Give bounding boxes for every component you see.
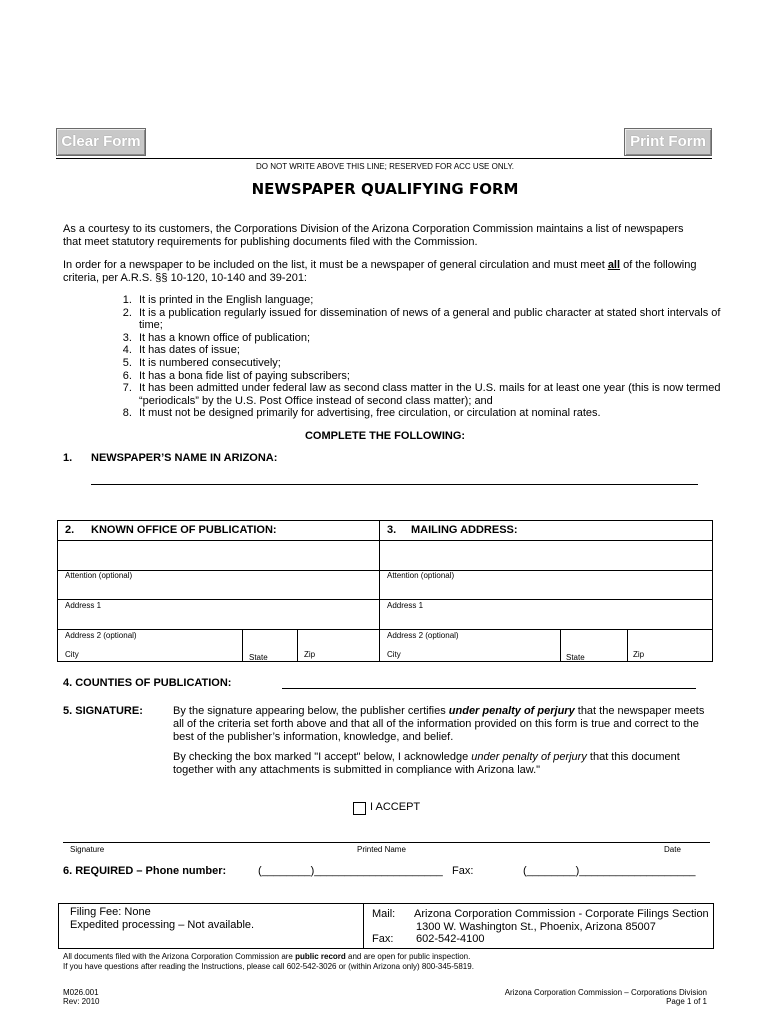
office-address2-label: Address 2 (optional) xyxy=(65,631,137,640)
criteria-item: 3. It has a known office of publication; xyxy=(135,332,745,345)
page-title: NEWSPAPER QUALIFYING FORM xyxy=(251,180,519,198)
office-name-input[interactable] xyxy=(60,542,376,568)
section-3-number: 3. xyxy=(387,524,397,536)
counties-line xyxy=(282,688,696,689)
mailing-city-label: City xyxy=(387,650,401,659)
mail-label: Mail: xyxy=(372,908,396,920)
address-table-row-line xyxy=(57,629,713,630)
division-name: Arizona Corporation Commission – Corporations Division xyxy=(504,988,707,997)
mailing-zip-label: Zip xyxy=(633,650,645,659)
mailing-attention-input[interactable] xyxy=(382,580,710,597)
address-table-row-line xyxy=(57,540,713,541)
fax-number-input[interactable]: (________)___________________ xyxy=(523,865,696,877)
fax-label: Fax: xyxy=(452,865,474,877)
intro-text-a: In order for a newspaper to be included on the list, it must be a newspaper of general circulation and must meet xyxy=(63,259,608,271)
acceptance-paragraph xyxy=(173,751,713,777)
mail-address-line-2: 1300 W. Washington St., Phoenix, Arizona 85007 xyxy=(416,921,656,933)
intro-paragraph-1: As a courtesy to its customers, the Corporations Division of the Arizona Corporation Commission maintains a list of newspapers that meet statutory requirements for publishing documents filed with the Commission. xyxy=(63,223,684,248)
section-5-label: 5. SIGNATURE: xyxy=(63,705,143,717)
public-record-text-c: and are open for public inspection. xyxy=(345,952,471,961)
office-city-input[interactable] xyxy=(60,640,240,660)
criteria-item: 7. It has been admitted under federal law as second class matter in the U.S. mails for at least one year (this is now termed “periodicals” by the U.S. Post Office instead of second class matter); and xyxy=(135,382,745,407)
office-attention-input[interactable] xyxy=(60,580,376,597)
address-table-col-line xyxy=(560,629,561,662)
form-code: M026.001 xyxy=(63,988,99,997)
office-attention-label: Attention (optional) xyxy=(65,571,133,580)
address-table-col-line xyxy=(297,629,298,662)
certification-text-c: that the newspaper meets all of the criteria set forth above and that all of the information provided on this form is true and correct to the best of the publisher’s information, knowledge, and belief. xyxy=(173,705,705,743)
mailing-state-input[interactable] xyxy=(563,640,625,652)
address-table-row-line xyxy=(57,599,713,600)
signature-input[interactable] xyxy=(63,826,710,842)
address-table-col-line xyxy=(242,629,243,662)
fee-fax-number: 602-542-4100 xyxy=(416,933,485,945)
office-zip-input[interactable] xyxy=(300,640,376,660)
newspaper-name-line xyxy=(91,484,698,485)
section-3-label: MAILING ADDRESS: xyxy=(411,524,518,536)
address-table-divider xyxy=(379,520,380,662)
public-record-text-a: All documents filed with the Arizona Corporation Commission are xyxy=(63,952,296,961)
date-label: Date xyxy=(664,845,681,854)
certification-paragraph xyxy=(173,705,713,744)
signature-label: Signature xyxy=(70,845,105,854)
criteria-item: 5. It is numbered consecutively; xyxy=(135,357,745,370)
mailing-state-label: State xyxy=(566,653,585,662)
expedited-text: Expedited processing – Not available. xyxy=(70,919,255,931)
mailing-address1-label: Address 1 xyxy=(387,601,424,610)
criteria-item: 4. It has dates of issue; xyxy=(135,344,745,357)
complete-heading: COMPLETE THE FOLLOWING: xyxy=(304,430,466,442)
public-record-note xyxy=(63,952,470,961)
clear-form-button[interactable]: Clear Form xyxy=(56,128,146,156)
reserved-line xyxy=(56,158,712,159)
mailing-zip-input[interactable] xyxy=(630,640,710,660)
signature-line xyxy=(63,842,710,843)
questions-note: If you have questions after reading the Instructions, please call 602-542-3026 or (within Arizona only) 800-345-5819. xyxy=(63,962,474,971)
fee-box-divider xyxy=(363,903,364,949)
criteria-item: 2. It is a publication regularly issued for dissemination of news of a general and public character at stated short intervals of time; xyxy=(135,307,745,332)
mailing-name-input[interactable] xyxy=(382,542,710,568)
address-table-row-line xyxy=(57,570,713,571)
mailing-attention-label: Attention (optional) xyxy=(387,571,455,580)
section-6-label: 6. REQUIRED – Phone number: xyxy=(63,865,227,877)
criteria-list xyxy=(94,294,745,420)
mailing-address2-label: Address 2 (optional) xyxy=(387,631,459,640)
section-2-label: KNOWN OFFICE OF PUBLICATION: xyxy=(91,524,277,536)
section-2-number: 2. xyxy=(65,524,75,536)
criteria-item: 6. It has a bona fide list of paying subscribers; xyxy=(135,370,745,383)
certification-text-a: By the signature appearing below, the publisher certifies xyxy=(173,705,449,717)
criteria-item: 1. It is printed in the English language; xyxy=(135,294,745,307)
criteria-item: 8. It must not be designed primarily for advertising, free circulation, or circulation at nominal rates. xyxy=(135,407,745,420)
office-address1-input[interactable] xyxy=(60,610,376,627)
office-city-label: City xyxy=(65,650,79,659)
newspaper-name-input[interactable] xyxy=(91,466,698,484)
address-table-col-line xyxy=(627,629,628,662)
reserved-note: DO NOT WRITE ABOVE THIS LINE; RESERVED FOR ACC USE ONLY. xyxy=(256,162,514,171)
i-accept-checkbox[interactable] xyxy=(353,802,366,815)
acceptance-text-c: that this document together with any attachments is submitted in compliance with Arizona law." xyxy=(173,751,680,776)
office-address1-label: Address 1 xyxy=(65,601,102,610)
i-accept-label: I ACCEPT xyxy=(370,801,421,813)
intro-text-c: of the following criteria, per A.R.S. §§ 10-120, 10-140 and 39-201: xyxy=(63,259,697,284)
section-1-number: 1. xyxy=(63,452,73,464)
printed-name-label: Printed Name xyxy=(357,845,406,854)
section-1-label: NEWSPAPER’S NAME IN ARIZONA: xyxy=(91,452,278,464)
print-form-button[interactable]: Print Form xyxy=(624,128,712,156)
phone-number-input[interactable]: (________)_____________________ xyxy=(258,865,443,877)
intro-paragraph-2 xyxy=(63,259,703,285)
mailing-city-input[interactable] xyxy=(382,640,558,660)
page-number: Page 1 of 1 xyxy=(666,997,707,1006)
intro-text-all: all xyxy=(607,259,621,271)
form-revision: Rev: 2010 xyxy=(63,997,100,1006)
office-state-label: State xyxy=(249,653,268,662)
mail-address-line-1: Arizona Corporation Commission - Corporate Filings Section xyxy=(414,908,709,920)
acceptance-text-perjury: under penalty of perjury xyxy=(471,751,587,763)
filing-fee-text: Filing Fee: None xyxy=(70,906,151,918)
public-record-text-bold: public record xyxy=(295,952,346,961)
certification-text-perjury: under penalty of perjury xyxy=(448,705,575,717)
fee-fax-label: Fax: xyxy=(372,933,394,945)
office-zip-label: Zip xyxy=(304,650,316,659)
acceptance-text-a: By checking the box marked "I accept" below, I acknowledge xyxy=(173,751,472,763)
mailing-address1-input[interactable] xyxy=(382,610,710,627)
section-4-label: 4. COUNTIES OF PUBLICATION: xyxy=(63,677,232,689)
counties-input[interactable] xyxy=(282,672,696,688)
office-state-input[interactable] xyxy=(245,640,295,652)
